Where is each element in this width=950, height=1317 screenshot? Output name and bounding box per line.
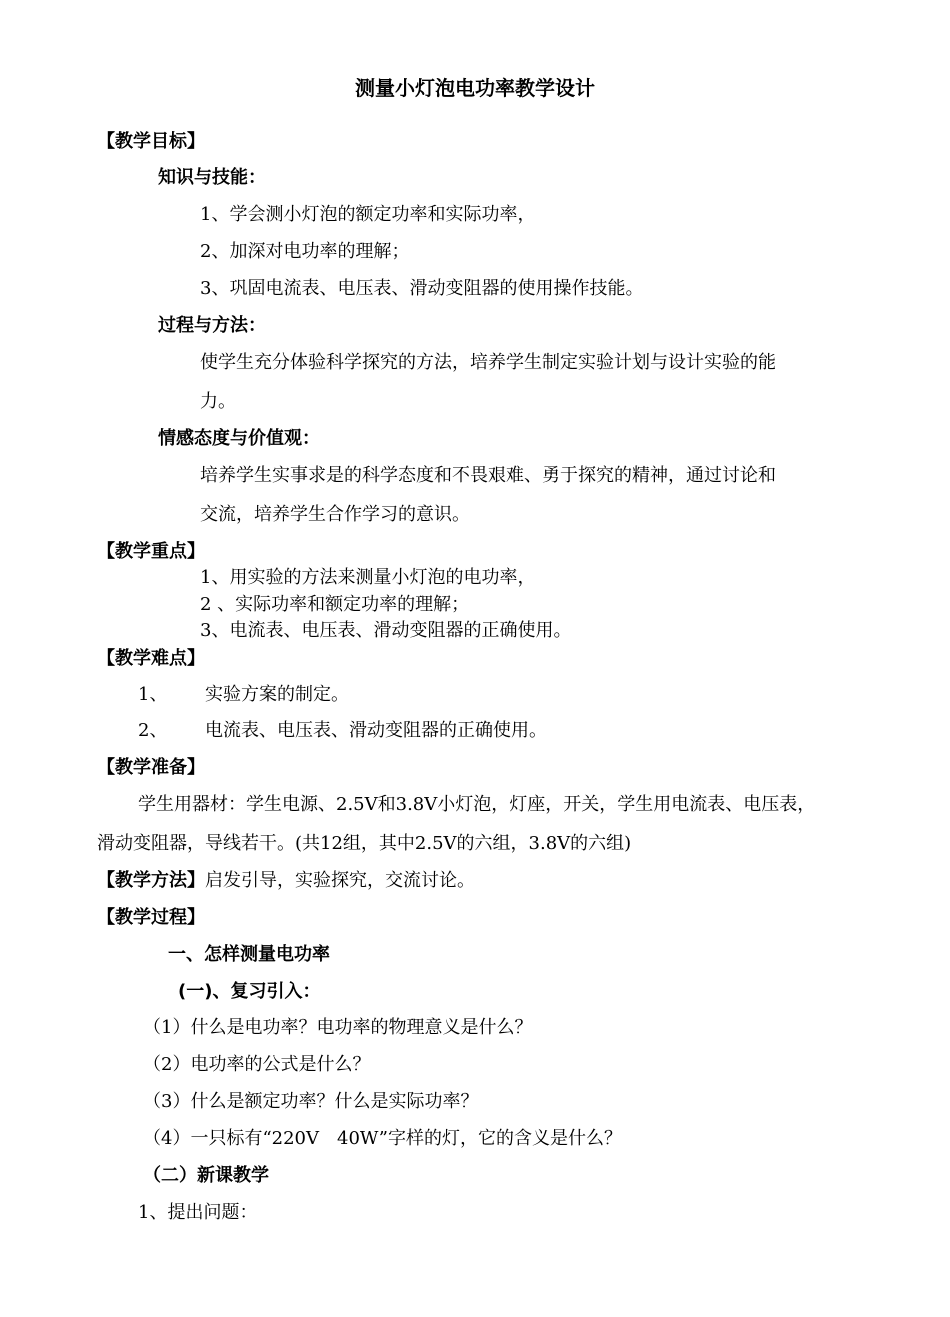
section-heading-difficulties: 【教学难点】 xyxy=(97,648,205,669)
emotion-text-line: 培养学生实事求是的科学态度和不畏艰难、勇于探究的精神，通过讨论和 xyxy=(200,465,776,486)
difficulty-number: 2、 xyxy=(138,720,168,741)
preparation-text-line: 滑动变阻器，导线若干。(共12组，其中2.5V的六组，3.8V的六组) xyxy=(97,833,632,854)
emotion-text-line: 交流，培养学生合作学习的意识。 xyxy=(200,504,470,525)
method-text: 启发引导，实验探究，交流讨论。 xyxy=(205,870,475,891)
subheading-knowledge: 知识与技能： xyxy=(158,167,266,188)
subheading-process: 过程与方法： xyxy=(158,315,266,336)
method-line xyxy=(97,869,475,893)
review-question: （2）电功率的公式是什么？ xyxy=(143,1054,371,1075)
difficulty-number: 1、 xyxy=(138,684,168,705)
section-heading-key-points: 【教学重点】 xyxy=(97,541,205,562)
section-heading-goals: 【教学目标】 xyxy=(97,131,205,152)
difficulty-text: 电流表、电压表、滑动变阻器的正确使用。 xyxy=(205,720,547,741)
part-heading: 一、怎样测量电功率 xyxy=(168,944,330,965)
knowledge-item: 1、学会测小灯泡的额定功率和实际功率， xyxy=(200,204,536,225)
difficulty-text: 实验方案的制定。 xyxy=(205,684,349,705)
page-title: 测量小灯泡电功率教学设计 xyxy=(355,76,595,100)
process-text-line: 使学生充分体验科学探究的方法，培养学生制定实验计划与设计实验的能 xyxy=(200,352,776,373)
review-question: （3）什么是额定功率？什么是实际功率？ xyxy=(143,1091,479,1112)
knowledge-item: 2、加深对电功率的理解； xyxy=(200,241,410,262)
section-heading-process: 【教学过程】 xyxy=(97,907,205,928)
knowledge-item: 3、巩固电流表、电压表、滑动变阻器的使用操作技能。 xyxy=(200,278,644,299)
section-heading-preparation: 【教学准备】 xyxy=(97,757,205,778)
key-point-item: 3、电流表、电压表、滑动变阻器的正确使用。 xyxy=(200,620,572,641)
review-question: （1）什么是电功率？电功率的物理意义是什么？ xyxy=(143,1017,533,1038)
step-heading: 1、提出问题： xyxy=(138,1202,258,1223)
section-heading-method: 【教学方法】 xyxy=(97,870,205,891)
key-point-item: 1、用实验的方法来测量小灯泡的电功率， xyxy=(200,567,536,588)
process-text-line: 力。 xyxy=(200,391,236,412)
subheading-emotion: 情感态度与价值观： xyxy=(158,428,320,449)
subpart-heading: (一)、复习引入： xyxy=(178,981,321,1002)
review-question: （4）一只标有“220V 40W”字样的灯，它的含义是什么？ xyxy=(143,1128,622,1149)
preparation-text-line: 学生用器材：学生电源、2.5V和3.8V小灯泡，灯座，开关，学生用电流表、电压表， xyxy=(138,794,816,815)
subpart-heading: （二）新课教学 xyxy=(143,1165,269,1186)
key-point-item: 2 、实际功率和额定功率的理解； xyxy=(200,594,470,615)
